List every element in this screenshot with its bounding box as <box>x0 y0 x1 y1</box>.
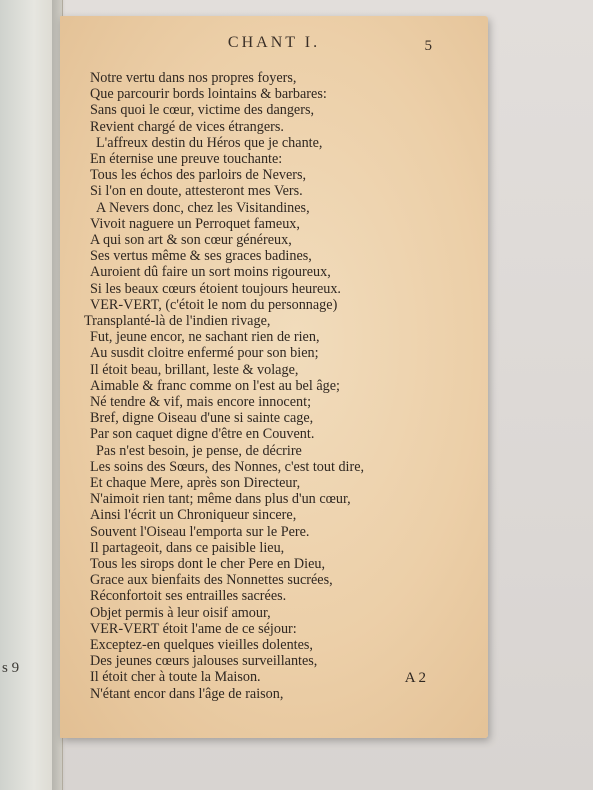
verse-line: Tous les échos des parloirs de Nevers, <box>90 167 307 184</box>
verse-line: L'affreux destin du Héros que je chante, <box>96 134 323 151</box>
verse-line: A Nevers donc, chez les Visitandines, <box>96 199 310 216</box>
verse-line: Si les beaux cœurs étoient toujours heureux. <box>90 280 341 297</box>
verse-line: Réconfortoit ses entrailles sacrées. <box>90 588 287 605</box>
verse-line: Si l'on en doute, attesteront mes Vers. <box>90 183 303 200</box>
verse-line: N'étant encor dans l'âge de raison, <box>90 685 284 702</box>
verse-line: Il étoit cher à toute la Maison. <box>90 669 261 686</box>
verse-line: Auroient dû faire un sort moins rigoureux, <box>90 264 331 281</box>
verse-line: Tous les sirops dont le cher Pere en Dieu, <box>90 556 326 572</box>
verse-line: VER-VERT étoit l'ame de ce séjour: <box>90 620 297 637</box>
verse-line: Que parcourir bords lointains & barbares: <box>90 86 327 103</box>
verse-line: Notre vertu dans nos propres foyers, <box>90 70 297 86</box>
verse-line: Exceptez-en quelques vieilles dolentes, <box>90 637 313 653</box>
book-page <box>60 16 488 738</box>
left-page-fragment: s 9 <box>2 660 20 676</box>
verse-line: En éternise une preuve touchante: <box>90 151 283 167</box>
page-number: 5 <box>424 38 432 54</box>
verse-line: Fut, jeune encor, ne sachant rien de rien, <box>90 329 320 346</box>
verse-line: Ses vertus même & ses graces badines, <box>90 248 312 265</box>
verse-line: Au susdit cloitre enfermé pour son bien; <box>90 345 319 362</box>
verse-line: Il étoit beau, brillant, leste & volage, <box>90 361 299 378</box>
verse-line: Il partageoit, dans ce paisible lieu, <box>90 539 285 556</box>
verse-line: Bref, digne Oiseau d'une si sainte cage, <box>90 410 314 427</box>
verse-line: Vivoit naguere un Perroquet fameux, <box>90 215 300 232</box>
running-head: CHANT I. <box>227 34 321 51</box>
verse-line: Objet permis à leur oisif amour, <box>90 604 271 621</box>
verse-line: Grace aux bienfaits des Nonnettes sucrées, <box>90 572 333 589</box>
verse-line: Des jeunes cœurs jalouses surveillantes, <box>90 653 318 670</box>
verse-line: Ainsi l'écrit un Chroniqueur sincere, <box>90 507 297 524</box>
signature-mark: A 2 <box>404 670 426 686</box>
verse-line: Les soins des Sœurs, des Nonnes, c'est tout dire, <box>90 458 365 475</box>
verse-line: Souvent l'Oiseau l'emporta sur le Pere. <box>90 523 310 540</box>
verse-line: VER-VERT, (c'étoit le nom du personnage) <box>90 296 338 313</box>
verse-line: Aimable & franc comme on l'est au bel âge; <box>90 377 340 394</box>
verse-line: Transplanté-là de l'indien rivage, <box>84 313 271 329</box>
verse-line: Et chaque Mere, après son Directeur, <box>90 475 301 491</box>
verse-line: Pas n'est besoin, je pense, de décrire <box>96 442 302 459</box>
verse-line: A qui son art & son cœur généreux, <box>90 232 292 248</box>
verse-line: Par son caquet digne d'être en Couvent. <box>90 426 315 443</box>
verse-line: Revient chargé de vices étrangers. <box>90 118 284 135</box>
verse-line: Sans quoi le cœur, victime des dangers, <box>90 102 315 119</box>
verse-line: N'aimoit rien tant; même dans plus d'un cœur, <box>90 491 351 508</box>
verse-line: Né tendre & vif, mais encore innocent; <box>90 394 312 410</box>
